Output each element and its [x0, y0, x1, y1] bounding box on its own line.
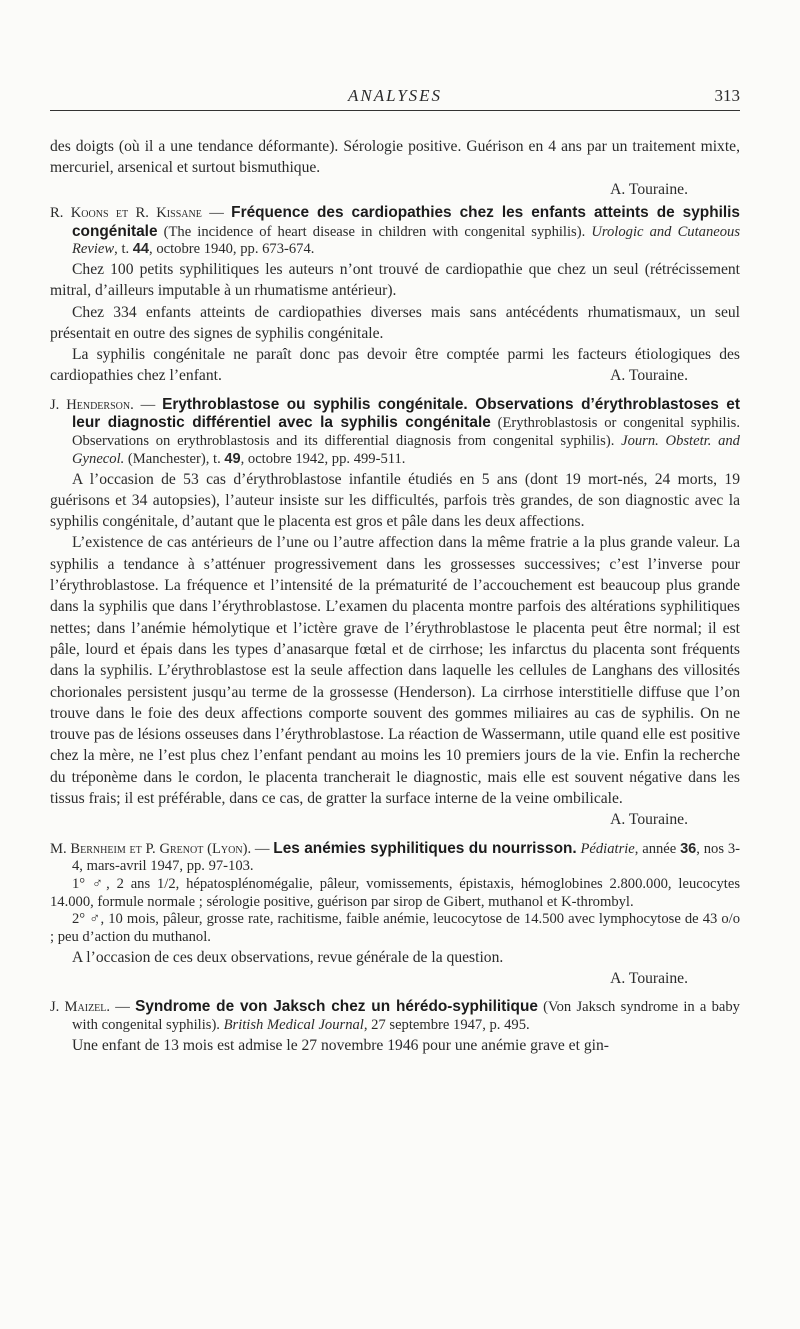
abstract-1-journal: Urologic and Cutaneous Review [72, 223, 740, 258]
abstract-4-original-title: (Von Jaksch syndrome in a baby with congenital syphilis). [72, 999, 740, 1034]
signature: A. Touraine. [610, 811, 688, 829]
abstract-3-paragraph: A l’occasion de ces deux observations, revue générale de la question. [72, 948, 504, 966]
abstract-2-authors: J. Henderson. [50, 396, 134, 413]
signature: A. Touraine. [610, 180, 688, 198]
abstract-2-paragraph-2: L’existence de cas antérieurs de l’une ou l’autre affection dans la même fratrie a la plus grande valeur. La syphilis a tendance à s’atténuer progressivement dans les grossesses successives; c’est l’inverse pour l’érythroblastose. La fréquence et l’intensité de la prématurité de l’accouchement est beaucoup plus grande dans la syphilis que dans l’érythroblastose. L’examen du placenta montre parfois des altérations syphilitiques nettes; dans l’anémie hémolytique et l’ictère grave de l’érythroblastose le placenta peut être normal; il est pâle, lourd et épais dans les types d’anasarque fœtal et de cirrhose; les infarctus du placenta sont fréquents dans la syphilis. L’érythroblastose est la seule affection dans laquelle les cellules de Langhans des villosités chorionales persistent jusqu’au terme de la grossesse (Henderson). La cirrhose interstitielle diffuse que l’on trouve dans le foie des deux affections comporte souvent des gommes miliaires au cas de syphilis. On ne trouve pas de lésions osseuses dans l’érythroblastose. La réaction de Wassermann, utile quand elle est positive chez la mère, ne l’est plus chez l’enfant pendant au moins les 10 premiers jours de la vie. Enfin la recherche du tréponème dans le cordon, le placenta trancherait le diagnostic, mais elle est souvent négative dans les tissus frais; il est préférable, dans ce cas, de gratter la surface interne de la veine ombilicale. [50, 534, 740, 808]
abstract-4-journal: British Medical Journal [223, 1017, 364, 1034]
abstract-3-volume: 36 [680, 840, 697, 857]
abstract-1-authors: R. Koons et R. Kissane [50, 204, 202, 221]
abstract-0-paragraph: des doigts (où il a une tendance déformante). Sérologie positive. Guérison en 4 ans par un traitement mixte, mercuriel, arsenical et surtout bismuthique. [50, 138, 740, 177]
abstract-2-reference: J. Henderson. — Erythroblastose ou syphilis congénitale. Observations d’érythroblastoses et leur diagnostic différentiel avec la syphilis congénitale (Erythroblastosis or congenital syphilis. Observations on erythroblastosis and its differential diagnosis from congenital syphilis). Journ. Obstetr. and Gynecol. (Manchester), t. 49, octobre 1942, pp. 499-511. [50, 395, 740, 467]
abstract-2-paragraph-1: A l’occasion de 53 cas d’érythroblastose infantile étudiés en 5 ans (dont 19 mort-nés, 24 morts, 19 guérisons et 34 autopsies), l’auteur insiste sur les difficultés, parfois très grandes, de son diagnostic avec la syphilis congénitale, d’autant que le placenta est gros et pâle dans les deux affections. [50, 470, 740, 531]
page-number: 313 [714, 86, 740, 105]
abstract-4-authors: J. Maizel. [50, 999, 111, 1016]
abstract-1-paragraph-1: Chez 100 petits syphilitiques les auteurs n’ont trouvé de cardiopathie que chez un seul (rétrécissement mitral, d’ailleurs imputable à un rhumatisme antérieur). [50, 261, 740, 300]
signature: A. Touraine. [610, 970, 688, 988]
abstract-3-journal: Pédiatrie [576, 840, 635, 857]
abstract-1-paragraph-3: La syphilis congénitale ne paraît donc pas devoir être comptée parmi les facteurs étiologiques des cardiopathies chez l’enfant. A. Touraine. [50, 344, 740, 387]
page-body [50, 136, 740, 1056]
abstract-3-title: Les anémies syphilitiques du nourrisson. [273, 839, 577, 857]
signature: A. Touraine. [610, 367, 688, 385]
abstract-1-title: Fréquence des cardiopathies chez les enfants atteints de syphilis congénitale [72, 203, 740, 240]
abstract-2-original-title: (Erythroblastosis or congenital syphilis. Observations on erythroblastosis and its differential diagnosis from congenital syphilis). [72, 415, 740, 450]
abstract-2-title: Erythroblastose ou syphilis congénitale. Observations d’érythroblastoses et leur diagnostic différentiel avec la syphilis congénitale [72, 395, 740, 432]
abstract-2-journal: Journ. Obstetr. and Gynecol. [72, 433, 740, 467]
abstract-3-reference: M. Bernheim et P. Grenot (Lyon). — Les anémies syphilitiques du nourrisson. Pédiatrie, année 36, nos 3-4, mars-avril 1947, pp. 97-103. [50, 839, 740, 875]
abstract-3-observation-1: 1° ♂, 2 ans 1/2, hépatosplénomégalie, pâleur, vomissements, épistaxis, hémoglobines 2.800.000, leucocytes 14.000, formule normale ; sérologie positive, guérison par sirop de Gibert, muthanol et K-thrombyl. [50, 876, 740, 910]
abstract-3-observation-2: 2° ♂, 10 mois, pâleur, grosse rate, rachitisme, faible anémie, leucocytose de 14.500 avec lymphocytose de 43 o/o ; peu d’action du muthanol. [50, 911, 740, 946]
abstract-2-volume: 49 [224, 450, 241, 467]
abstract-4-reference: J. Maizel. — Syndrome de von Jaksch chez un hérédo-syphilitique (Von Jaksch syndrome in a baby with congenital syphilis). British Medical Journal, 27 septembre 1947, p. 495. [50, 998, 740, 1034]
abstract-1-volume: 44 [132, 241, 150, 258]
abstract-1-reference: R. Koons et R. Kissane — Fréquence des cardiopathies chez les enfants atteints de syphilis congénitale (The incidence of heart disease in children with congenital syphilis). Urologic and Cutaneous Review, t. 44, octobre 1940, pp. 673-674. [50, 203, 740, 258]
abstract-4-paragraph-1: Une enfant de 13 mois est admise le 27 novembre 1946 pour une anémie grave et gin- [72, 1036, 609, 1054]
abstract-1-paragraph-2: Chez 334 enfants atteints de cardiopathies diverses mais sans antécédents rhumatismaux, un seul présentait en outre des signes de syphilis congénitale. [50, 303, 740, 342]
running-title: ANALYSES [347, 86, 443, 105]
abstract-4-title: Syndrome de von Jaksch chez un hérédo-syphilitique [135, 998, 538, 1016]
abstract-1-original-title: (The incidence of heart disease in children with congenital syphilis). [157, 223, 592, 240]
abstract-3-authors: M. Bernheim et P. Grenot (Lyon). [50, 840, 252, 857]
running-header [50, 86, 740, 111]
